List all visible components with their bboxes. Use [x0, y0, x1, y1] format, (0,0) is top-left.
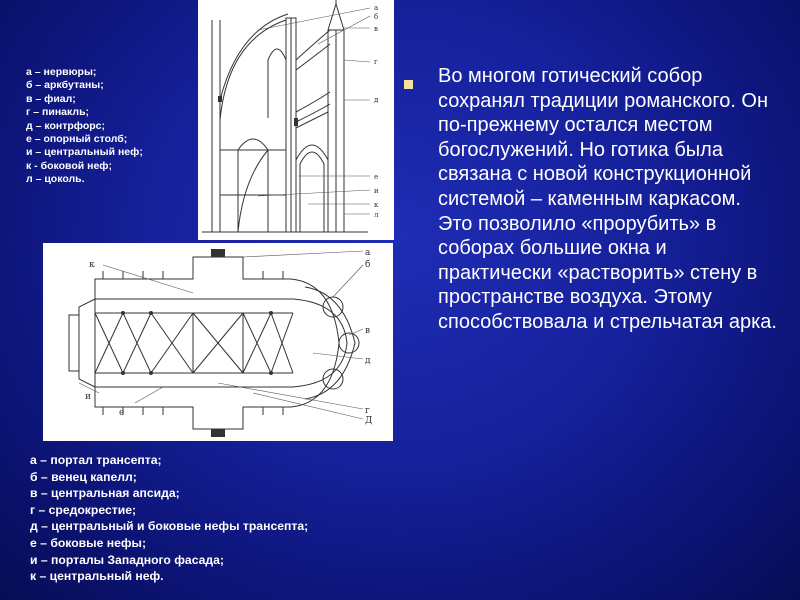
section-legend-item: е – опорный столб; [26, 133, 128, 146]
plan-legend-item: б – венец капелл; [30, 469, 137, 484]
section-legend-item: и – центральный неф; [26, 146, 143, 159]
cathedral-plan-diagram [43, 243, 393, 441]
plan-legend-item: и – порталы Западного фасада; [30, 552, 224, 567]
plan-legend-item: е – боковые нефы; [30, 535, 147, 550]
plan-label: в [365, 326, 371, 336]
section-label: е [374, 173, 379, 181]
plan-legend-item: к – центральный неф. [30, 569, 164, 584]
section-legend-item: г – пинакль; [26, 106, 90, 119]
section-legend-item: к - боковой неф; [26, 159, 112, 172]
plan-label: б [365, 260, 371, 270]
section-drawing [198, 0, 394, 240]
plan-label: е [119, 408, 125, 418]
plan-label: д [365, 356, 371, 366]
plan-label: а [365, 248, 371, 258]
section-label: г [374, 58, 378, 66]
section-legend-item: а – нервюры; [26, 66, 97, 78]
section-label: д [374, 96, 379, 104]
section-legend [26, 66, 143, 187]
plan-legend-item: д – центральный и боковые нефы трансепта; [30, 519, 309, 534]
cathedral-section-diagram [198, 0, 394, 240]
section-label: в [374, 25, 378, 33]
section-label: и [374, 187, 379, 195]
bullet-marker [404, 80, 413, 89]
plan-legend-item: в – центральная апсида; [30, 486, 180, 501]
section-legend-item: б – аркбутаны; [26, 79, 104, 92]
plan-legend [30, 452, 308, 585]
plan-legend-item: г – средокрестие; [30, 502, 137, 517]
plan-label: к [89, 260, 95, 270]
section-label: л [374, 211, 379, 219]
section-legend-item: д – контрфорс; [26, 119, 105, 132]
main-paragraph: Во многом готический собор сохранял традиции романского. Он по-прежнему остался местом богослужений. Но готика была связана с новой конструкционной системой – каменным каркасом. Это позволило «прорубить» в соборах большие окна и практически «растворить» стену в пространстве воздуха. Этому способствовала и стрельчатая арка. [438, 65, 777, 333]
plan-legend-item: а – портал трансепта; [30, 453, 162, 467]
section-label: а [374, 4, 379, 12]
plan-label: Д [365, 416, 373, 426]
plan-drawing [43, 243, 393, 441]
section-legend-item: л – цоколь. [26, 173, 85, 186]
plan-label: и [85, 392, 91, 402]
plan-label: г [365, 406, 370, 416]
section-legend-item: в – фиал; [26, 92, 76, 105]
section-label: к [374, 201, 379, 209]
section-label: б [374, 13, 379, 21]
